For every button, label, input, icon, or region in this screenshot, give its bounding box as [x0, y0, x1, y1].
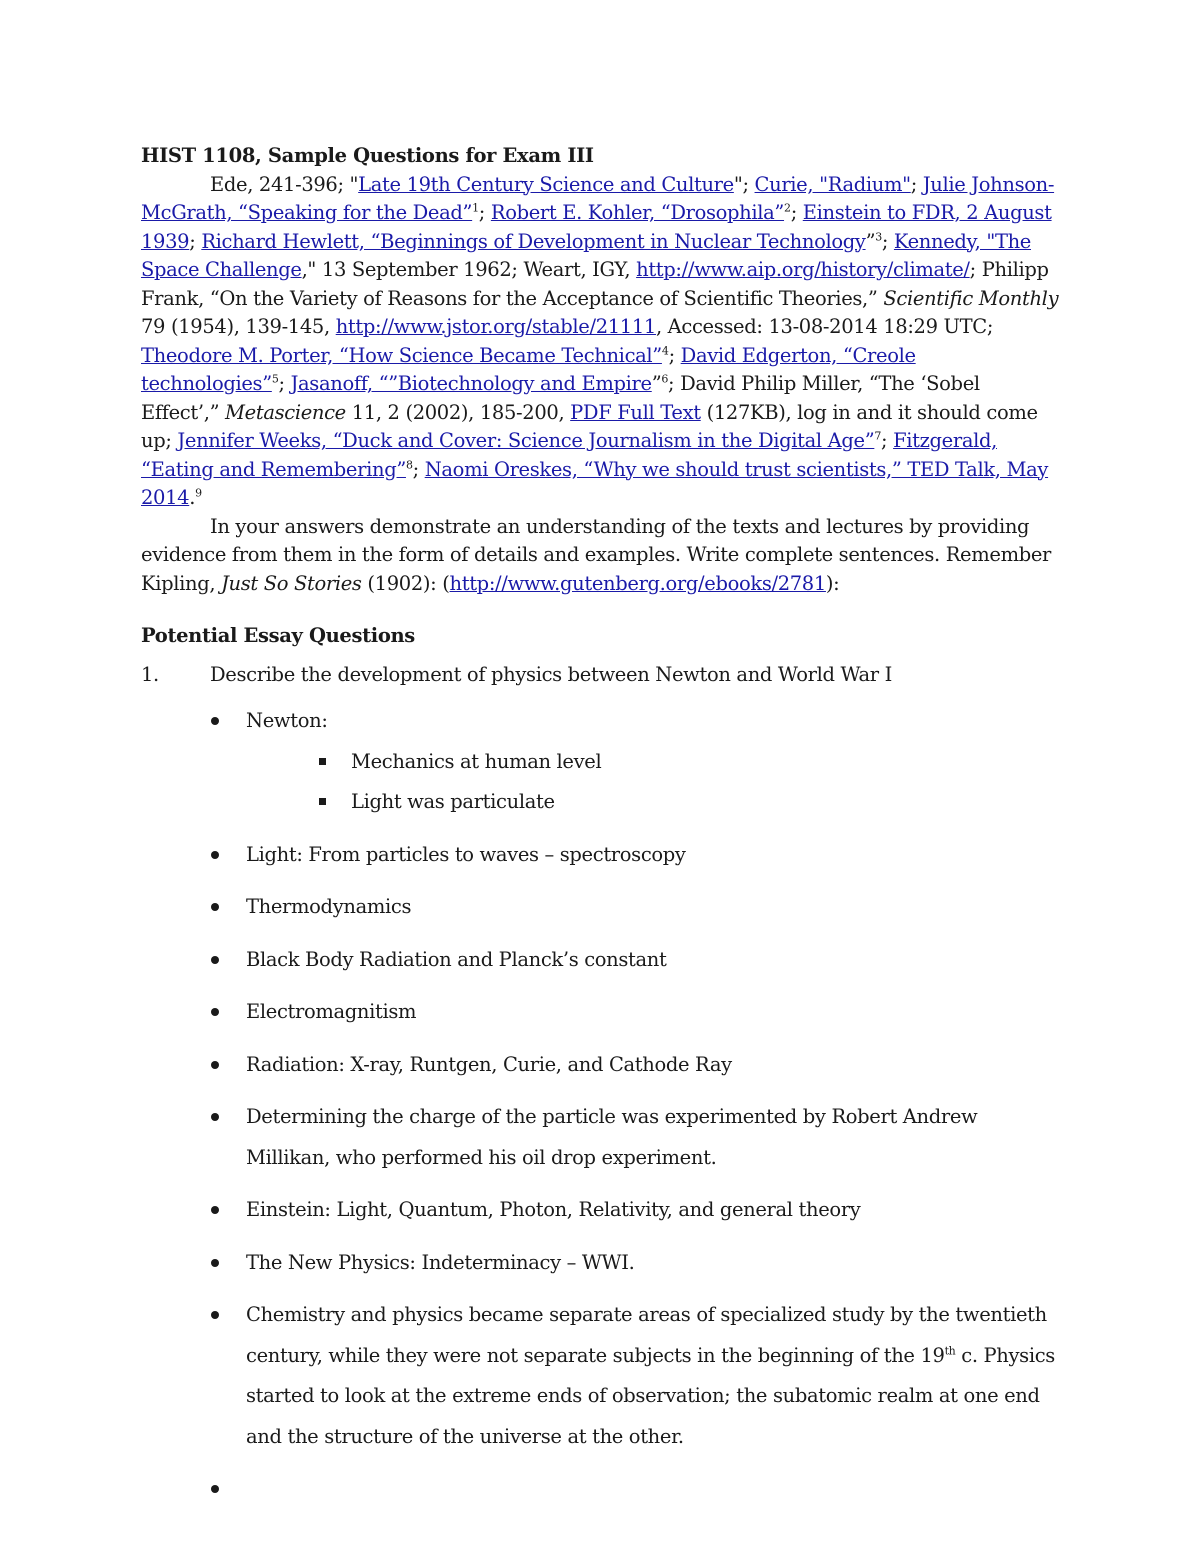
instructions-paragraph	[141, 513, 1061, 599]
list-item	[141, 835, 1061, 876]
list-item	[141, 1190, 1061, 1231]
readings-text: ;	[910, 172, 923, 196]
readings-text: ;	[790, 201, 803, 224]
link-edgerton-creole[interactable]: David Edgerton, “Creole technologies”	[141, 343, 916, 395]
bullet-icon	[211, 1061, 219, 1069]
list-item-text: Chemistry and physics became separate areas of specialized study by the twentieth century, while they were not separate subjects in the beginning of the 19	[246, 1303, 1047, 1367]
readings-paragraph	[141, 171, 1061, 513]
readings-text: ;	[478, 201, 491, 224]
square-bullet-icon	[319, 798, 326, 805]
journal-title: Metascience	[225, 400, 346, 424]
list-item-text: Electromagnitism	[246, 1000, 417, 1023]
footnote-ref-6[interactable]: 6	[661, 372, 669, 386]
list-item-text: Determining the charge of the particle was experimented by Robert Andrew Millikan, who performed his oil drop experiment.	[246, 1105, 978, 1169]
list-item-text: Black Body Radiation and Planck’s constant	[246, 947, 667, 971]
answer-bullet-list	[141, 701, 1061, 1510]
list-item-text: Radiation: X-ray, Runtgen, Curie, and Cathode Ray	[246, 1052, 732, 1076]
readings-text: Ede, 241-396; "	[210, 172, 359, 196]
readings-text: ;	[881, 229, 894, 253]
bullet-icon	[211, 1485, 219, 1493]
readings-text: ;	[278, 372, 291, 395]
instructions-text: In your answers demonstrate an understanding of the texts and lectures by providing evidence from them in the form of details and examples. Write complete sentences. Remember Kipling,	[141, 514, 1052, 595]
list-item	[141, 1097, 1061, 1178]
square-bullet-icon	[319, 758, 326, 765]
bullet-icon	[211, 851, 219, 859]
instructions-text: ):	[825, 571, 840, 595]
link-kohler-drosophila[interactable]: Robert E. Kohler, “Drosophila”	[490, 201, 785, 224]
list-item-text: Thermodynamics	[246, 895, 412, 918]
list-item	[141, 940, 1061, 981]
link-jasanoff-biotech[interactable]: Jasanoff, “”Biotechnology and Empire	[290, 372, 652, 395]
link-aip-climate[interactable]: http://www.aip.org/history/climate/	[636, 258, 970, 281]
list-item-text: Newton:	[246, 709, 328, 732]
list-item-text: Einstein: Light, Quantum, Photon, Relativity, and general theory	[246, 1198, 861, 1221]
readings-text: ";	[733, 172, 755, 196]
readings-text: ”	[865, 229, 876, 253]
readings-text: .	[189, 486, 196, 509]
bullet-icon	[211, 1206, 219, 1214]
bullet-icon	[211, 717, 219, 725]
footnote-ref-8[interactable]: 8	[405, 458, 413, 471]
footnote-ref-4[interactable]: 4	[661, 344, 669, 357]
link-hewlett-nuclear[interactable]: Richard Hewlett, “Beginnings of Development in Nuclear Technology	[201, 229, 866, 253]
link-johnson-mcgrath[interactable]: Julie Johnson-McGrath, “Speaking for the Dead”	[141, 172, 1055, 224]
readings-text: ;	[668, 343, 681, 367]
list-item-text: The New Physics: Indeterminacy – WWI.	[246, 1250, 635, 1274]
bullet-icon	[211, 1311, 219, 1319]
bullet-icon	[211, 1008, 219, 1016]
list-item	[141, 1295, 1061, 1457]
link-late-19th-century-science[interactable]: Late 19th Century Science and Culture	[358, 172, 734, 196]
link-porter-technical[interactable]: Theodore M. Porter, “How Science Became Technical”	[141, 343, 662, 367]
ordinal-superscript: th	[944, 1344, 956, 1357]
bullet-icon	[211, 1113, 219, 1121]
readings-text: ;	[881, 429, 894, 452]
list-item-empty	[141, 1469, 1061, 1510]
readings-text: ;	[189, 229, 202, 253]
list-item	[141, 887, 1061, 928]
link-einstein-to-fdr[interactable]: Einstein to FDR, 2 August 1939	[141, 201, 1052, 253]
link-pdf-full-text[interactable]: PDF Full Text	[570, 400, 701, 424]
footnote-ref-9[interactable]: 9	[195, 486, 202, 500]
list-item	[141, 1045, 1061, 1086]
readings-text: ; David Philip Miller, “The ‘Sobel Effect’,”	[141, 372, 980, 424]
link-fitzgerald-eating[interactable]: Fitzgerald, “Eating and Remembering”	[141, 429, 997, 481]
readings-text: , Accessed: 13-08-2014 18:29 UTC;	[655, 315, 994, 338]
document-title: HIST 1108, Sample Questions for Exam III	[141, 144, 594, 167]
footnote-ref-3[interactable]: 3	[875, 230, 882, 243]
essay-questions-heading: Potential Essay Questions	[141, 624, 415, 647]
bullet-icon	[211, 903, 219, 911]
footnote-ref-7[interactable]: 7	[874, 429, 881, 443]
sub-list-item	[246, 782, 1061, 823]
list-item-text: Light was particulate	[351, 790, 555, 813]
instructions-text: (1902): (	[361, 571, 450, 595]
bullet-icon	[211, 956, 219, 964]
link-gutenberg[interactable]: http://www.gutenberg.org/ebooks/2781	[449, 571, 826, 595]
link-curie-radium[interactable]: Curie, "Radium"	[754, 172, 911, 196]
list-item	[141, 701, 1061, 823]
readings-text: (127KB), log in and it should come up;	[141, 400, 1038, 452]
document-body	[141, 142, 1061, 1510]
link-kennedy-space-challenge[interactable]: Kennedy, "The Space Challenge	[141, 229, 1031, 281]
bullet-icon	[211, 1259, 219, 1267]
question-number: 1.	[141, 662, 159, 686]
list-item-text: c. Physics started to look at the extreme ends of observation; the subatomic realm at one end and the structure of the universe at the other.	[246, 1343, 1055, 1448]
link-jstor[interactable]: http://www.jstor.org/stable/21111	[335, 315, 656, 338]
question-item	[141, 661, 1061, 690]
list-item-text: Mechanics at human level	[351, 749, 602, 773]
footnote-ref-1[interactable]: 1	[472, 201, 479, 215]
list-item-text: Light: From particles to waves – spectroscopy	[246, 842, 686, 866]
sub-list-item	[246, 742, 1061, 783]
link-oreskes-ted[interactable]: Naomi Oreskes, “Why we should trust scientists,” TED Talk, May 2014	[141, 457, 1049, 509]
readings-text: ;	[412, 457, 425, 481]
readings-text: 11, 2 (2002), 185-200,	[345, 400, 571, 424]
book-title: Just So Stories	[221, 571, 362, 595]
sub-bullet-list	[246, 742, 1061, 823]
list-item	[141, 992, 1061, 1033]
link-weeks-duck-and-cover[interactable]: Jennifer Weeks, “Duck and Cover: Science Journalism in the Digital Age”	[177, 429, 875, 452]
readings-text: 79 (1954), 139-145,	[141, 315, 336, 338]
list-item	[141, 1243, 1061, 1284]
footnote-ref-2[interactable]: 2	[784, 201, 791, 215]
readings-text: ," 13 September 1962; Weart, IGY,	[301, 258, 637, 281]
journal-title: Scientific Monthly	[883, 286, 1059, 310]
readings-text: ”	[651, 372, 662, 395]
readings-text: ; Philipp Frank, “On the Variety of Reasons for the Acceptance of Scientific Theories,”	[141, 258, 1049, 310]
footnote-ref-5[interactable]: 5	[271, 372, 279, 386]
question-text: Describe the development of physics between Newton and World War I	[210, 662, 892, 686]
